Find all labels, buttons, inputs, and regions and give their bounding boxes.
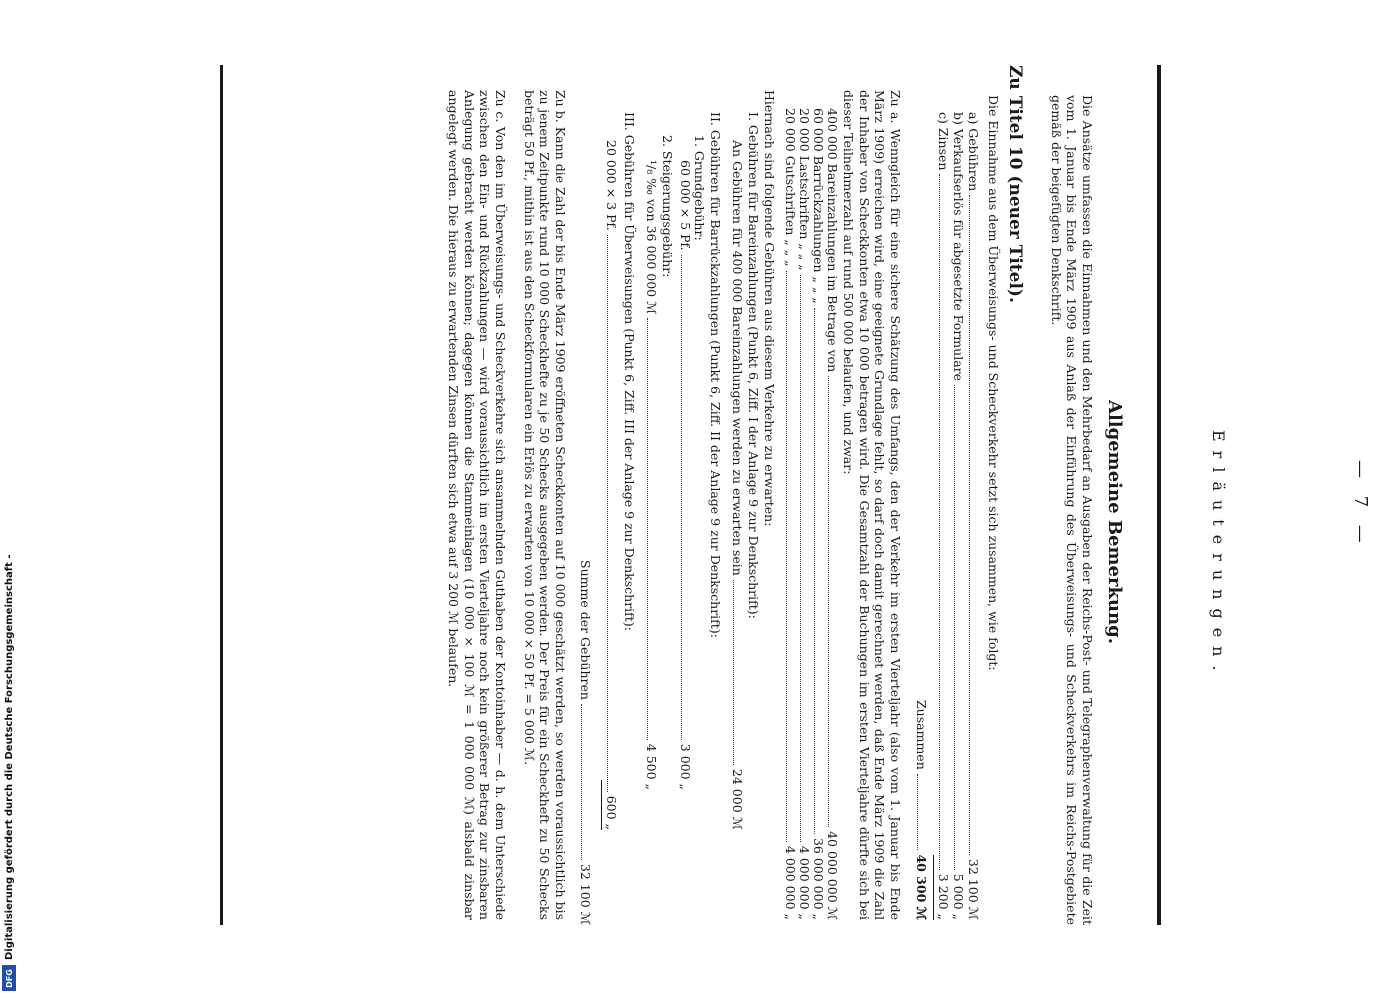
- booking-label: 60 000 Barrückzahlungen „ „ „: [811, 108, 826, 304]
- title10-lead: Die Einnahme aus dem Überweisungs- und Scheckverkehr setzt sich zusammen, wie folgt:: [986, 95, 1001, 671]
- fee-label: 60 000 × 5 Pf.: [678, 160, 693, 251]
- income-row-c: [936, 112, 951, 920]
- fees-intro: Hiernach sind folgende Gebühren aus diesem Verkehre zu erwarten:: [762, 90, 777, 527]
- fee-value: 24 000 ℳ: [730, 768, 745, 830]
- leader-dots: [786, 271, 788, 842]
- income-value: 5 000 „: [951, 873, 966, 920]
- leader-dots: [647, 318, 649, 739]
- leader-dots: [800, 275, 802, 842]
- booking-row-3: [797, 108, 812, 920]
- leader-dots: [939, 174, 941, 869]
- leader-dots: [681, 255, 683, 740]
- fee-III-title: III. Gebühren für Überweisungen (Punkt 6, Ziff. III der Anlage 9 zur Denkschrift):: [622, 112, 637, 631]
- leader-dots: [607, 235, 609, 792]
- fee-value: 4 500 „: [644, 743, 659, 790]
- leader-dots: [917, 774, 919, 851]
- digitization-text: Digitalisierung gefördert durch die Deutsche Forschungsgemeinschaft -: [4, 554, 15, 960]
- booking-label: 400 000 Bareinzahlungen im Betrage von: [825, 108, 840, 373]
- booking-value: 36 000 000 „: [811, 837, 826, 920]
- booking-value: 4 000 000 „: [783, 845, 798, 920]
- page-title: Erläuterungen.: [1209, 430, 1228, 680]
- income-label: c) Zinsen: [936, 112, 951, 171]
- fee-label: An Gebühren für 400 000 Bareinzahlungen werden zu erwarten sein: [730, 140, 745, 576]
- income-row-b: [951, 112, 966, 920]
- income-total-row: [914, 700, 929, 920]
- fee-label: 20 000 × 3 Pf.: [604, 140, 619, 231]
- zu-c-paragraph: Zu c. Von den im Überweisungs- und Scheckverkehre sich ansammelnden Guthaben der Kontoinhaber — d. h. dem Unterschiede zwischen den Ein- und Rückzahlungen — wird voraussichtlich im ersten Vierteljahre noch kein größerer Betrag zur zinsbaren Anlegung gebracht werden können; dagegen können die Stammeinlagen (10 000 × 100 ℳ = 1 000 000 ℳ) alsbald zinsbar angelegt werden. Die hieraus zu erwartenden Zinsen dürften sich etwa auf 3 200 ℳ belaufen.: [446, 90, 508, 920]
- intro-paragraph: Die Ansätze umfassen die Einnahmen und den Mehrbedarf an Ausgaben der Reichs-Post- und Telegraphenverwaltung für die Zeit vom 1. Januar bis Ende März 1909 aus Anlaß der Einführung des Überweisungs- und Scheckverkehrs im Reichs-Postgebiete gemäß der beigefügten Denkschrift.: [1049, 95, 1095, 925]
- income-value: 32 100 ℳ: [966, 858, 981, 920]
- total-value: 40 300 ℳ: [914, 854, 929, 920]
- sum-value: 32 100 ℳ: [578, 863, 593, 925]
- income-value: 3 200 „: [936, 873, 951, 920]
- fee-II-sub1-row: [678, 160, 693, 790]
- fee-I-row: [730, 140, 745, 830]
- fee-I-title: I. Gebühren für Bareinzahlungen (Punkt 6, Ziff. I der Anlage 9 zur Denkschrift):: [746, 112, 761, 619]
- sum-rule: [933, 855, 934, 920]
- booking-label: 20 000 Gutschriften „ „ „: [783, 108, 798, 267]
- digitization-note: [2, 554, 20, 992]
- fee-III-row: [604, 140, 619, 830]
- income-label: b) Verkaufserlös für abgesetzte Formulare: [951, 112, 966, 382]
- leader-dots: [954, 385, 956, 870]
- dfg-logo-icon: [2, 965, 16, 991]
- fee-II-sub2-row: [644, 160, 659, 790]
- leader-dots: [814, 308, 816, 834]
- sum-label: Summe der Gebühren: [578, 560, 593, 700]
- leader-dots: [828, 376, 830, 827]
- leader-dots: [969, 195, 971, 855]
- fee-value: 3 000 „: [678, 743, 693, 790]
- top-rule: [1157, 65, 1161, 925]
- fees-sum-rule: [601, 780, 602, 830]
- booking-row-4: [783, 108, 798, 920]
- booking-row-2: [811, 108, 826, 920]
- booking-value: 40 000 000 ℳ: [825, 831, 840, 920]
- income-label: a) Gebühren: [966, 112, 981, 192]
- zu-a-paragraph: Zu a. Wenngleich für eine sichere Schätzung des Umfangs, den der Verkehr im ersten Vierteljahr (also vom 1. Januar bis Ende März 1909) erreichen wird, eine geeignete Grundlage fehlt, so darf doch damit gerechnet werden, daß Ende März 1909 die Zahl der Inhaber von Scheckkonten etwa 10 000 betragen wird. Die Gesamtzahl der Buchungen im ersten Vierteljahre dürfte sich bei dieser Teilnehmerzahl auf rund 500 000 belaufen, und zwar:: [841, 90, 903, 920]
- fee-label: ¹/₈ ‰ von 36 000 000 ℳ: [644, 160, 659, 315]
- fee-II-sub1-title: 1. Grundgebühr:: [692, 135, 707, 241]
- page-number: — 7 —: [1350, 460, 1371, 549]
- income-row-a: [966, 112, 981, 920]
- booking-value: 4 000 000 „: [797, 845, 812, 920]
- section-heading: Allgemeine Bemerkung.: [1104, 400, 1125, 644]
- total-label: Zusammen: [914, 700, 929, 770]
- booking-row-1: [825, 108, 840, 920]
- fee-II-sub2-title: 2. Steigerungsgebühr:: [660, 135, 675, 278]
- dfg-logo-text: DFG: [4, 968, 14, 988]
- leader-dots: [581, 704, 583, 860]
- zu-b-paragraph: Zu b. Kann die Zahl der bis Ende März 1909 eröffneten Scheckkonten auf 10 000 geschätzt werden, so werden voraussichtlich bis zu jenem Zeitpunkte rund 10 000 Scheckhefte zu je 50 Schecks ausgegeben werden. Der Preis für ein Scheckheft zu 50 Schecks beträgt 50 Pf., mithin ist aus den Scheckformularen ein Erlös zu erwarten von 10 000 × 50 Pf. = 5 000 ℳ.: [522, 90, 568, 920]
- fee-value: 600 „: [604, 795, 619, 830]
- title10-heading: Zu Titel 10 (neuer Titel).: [1005, 65, 1025, 303]
- leader-dots: [733, 580, 735, 765]
- fees-sum-row: [578, 560, 593, 925]
- booking-label: 20 000 Lastschriften „ „ „: [797, 108, 812, 271]
- fee-II-title: II. Gebühren für Barrückzahlungen (Punkt 6, Ziff. II der Anlage 9 zur Denkschrift):: [708, 112, 723, 638]
- bottom-rule: [220, 65, 223, 925]
